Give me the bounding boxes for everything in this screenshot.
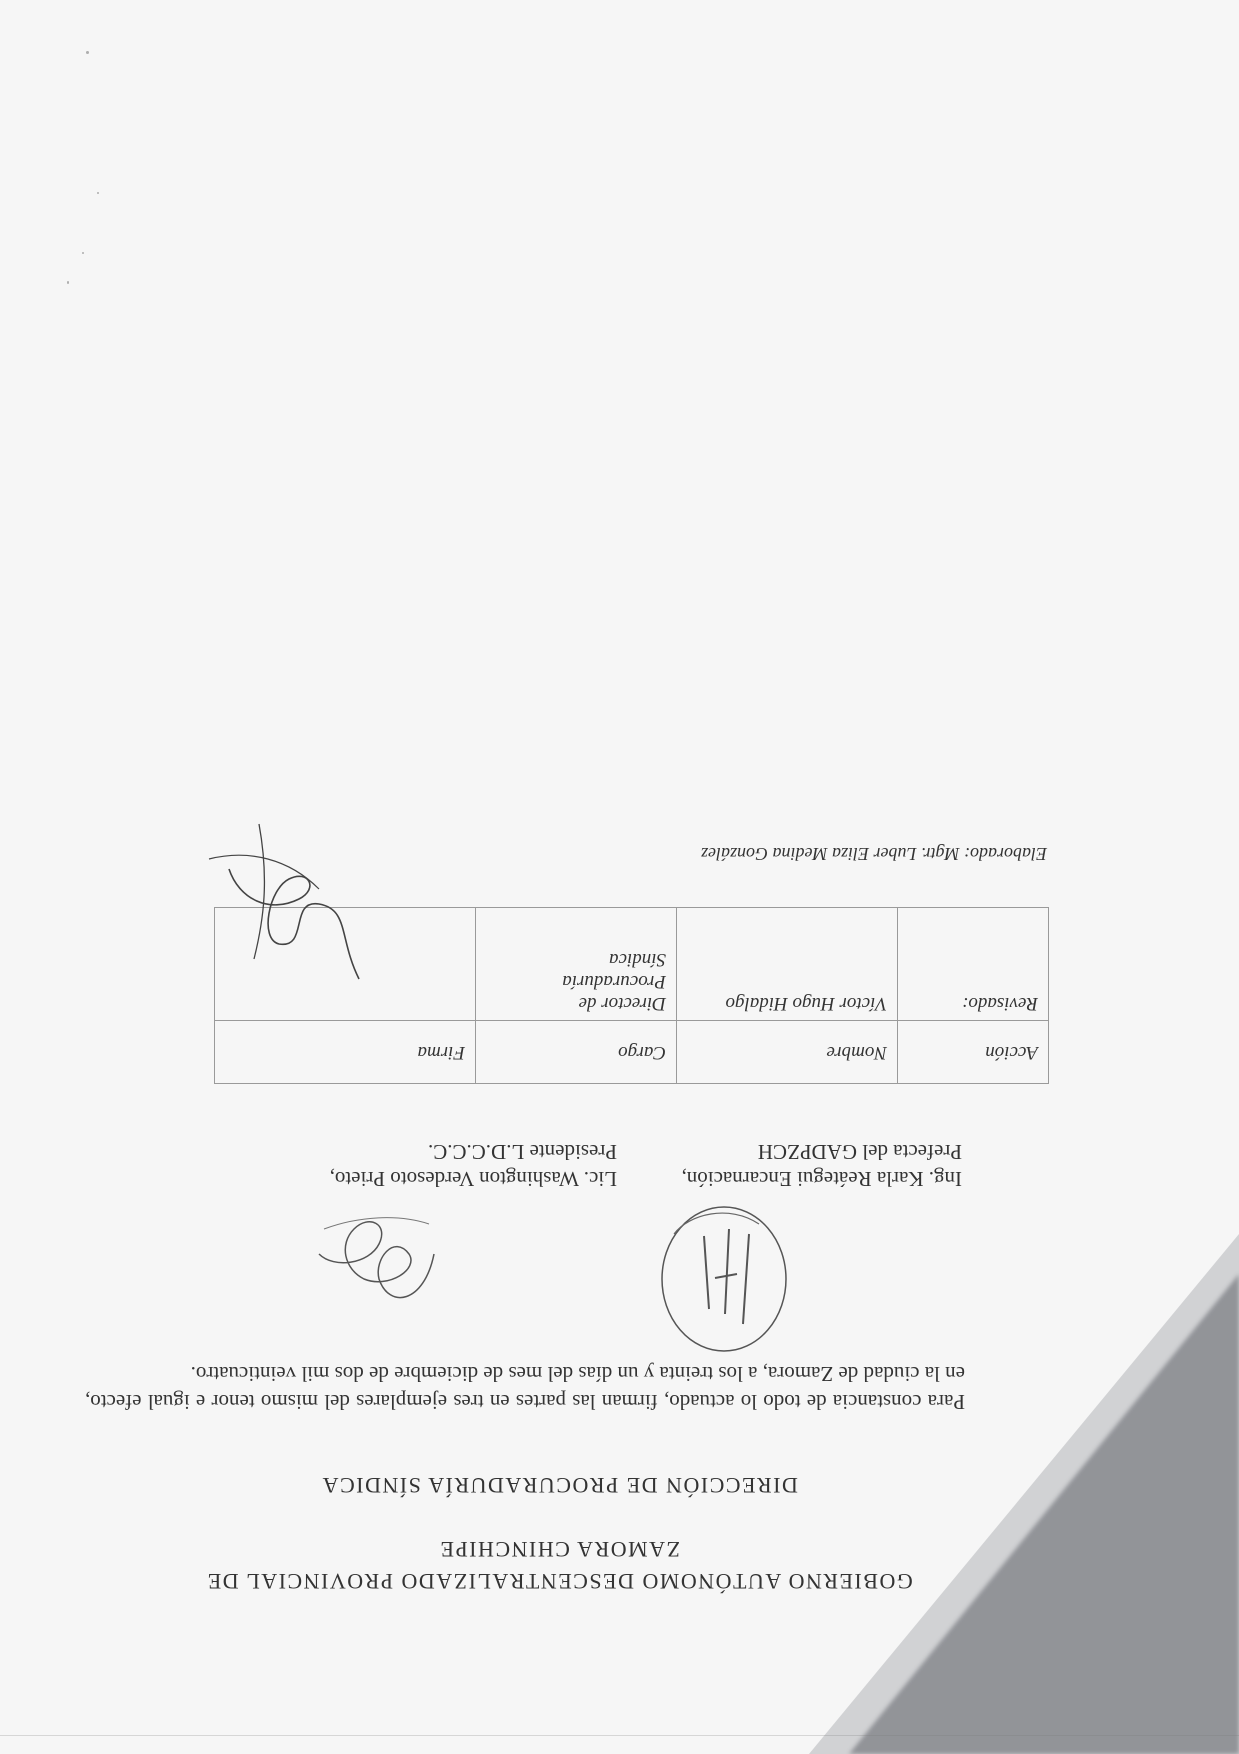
scan-speck: [82, 252, 84, 254]
scan-corner-shadow: [849, 1274, 1239, 1754]
cell-cargo: [476, 908, 677, 1021]
header-nombre: Nombre: [677, 1021, 898, 1084]
scan-speck: [97, 192, 99, 194]
scan-speck: [67, 281, 69, 284]
cell-cargo-line-2: Procuraduría: [562, 971, 666, 992]
signatory-right-name: Lic. Washington Verdesoto Prieto,: [329, 1167, 617, 1191]
signatory-left-name: Ing. Karla Reátegui Encarnación,: [681, 1167, 962, 1191]
signature-stamp-left: [649, 1194, 799, 1354]
cell-cargo-line-3: Síndica: [609, 949, 666, 970]
header-line-2: ZAMORA CHINCHIPE: [439, 1537, 680, 1562]
closing-paragraph: Para constancia de todo lo actuado, firman las partes en tres ejemplares del mismo tenor e igual efecto, en la ciudad de Zamora, a los treinta y un días del mes de diciembre de dos mil veinticuatro.: [85, 1361, 965, 1414]
cell-accion: Revisado:: [898, 908, 1049, 1021]
signature-stamp-right: [309, 1204, 449, 1324]
signatory-left-role: Prefecta del GADPZCH: [757, 1139, 962, 1164]
header-accion: Acción: [898, 1021, 1049, 1084]
scan-edge-line: [0, 1735, 1239, 1736]
header-line-1: GOBIERNO AUTÓNOMO DESCENTRALIZADO PROVINCIAL DE: [206, 1569, 913, 1594]
header-line-3: DIRECCIÓN DE PROCURADURÍA SÍNDICA: [321, 1473, 798, 1498]
cell-cargo-line-1: Director de: [578, 993, 666, 1014]
cell-nombre: Víctor Hugo Hidalgo: [677, 908, 898, 1021]
prepared-by: Elaborado: Mgtr. Luber Eliza Medina González: [701, 844, 1047, 864]
signatory-left: [682, 1137, 962, 1192]
reviewer-signature: [189, 809, 379, 999]
signatory-right: [330, 1137, 617, 1192]
signatory-right-role: Presidente L.D.C.C.C.: [428, 1139, 617, 1164]
header-firma: Firma: [215, 1021, 476, 1084]
header-cargo: Cargo: [476, 1021, 677, 1084]
review-table-header-row: [215, 1021, 1049, 1084]
scan-speck: [86, 51, 89, 54]
